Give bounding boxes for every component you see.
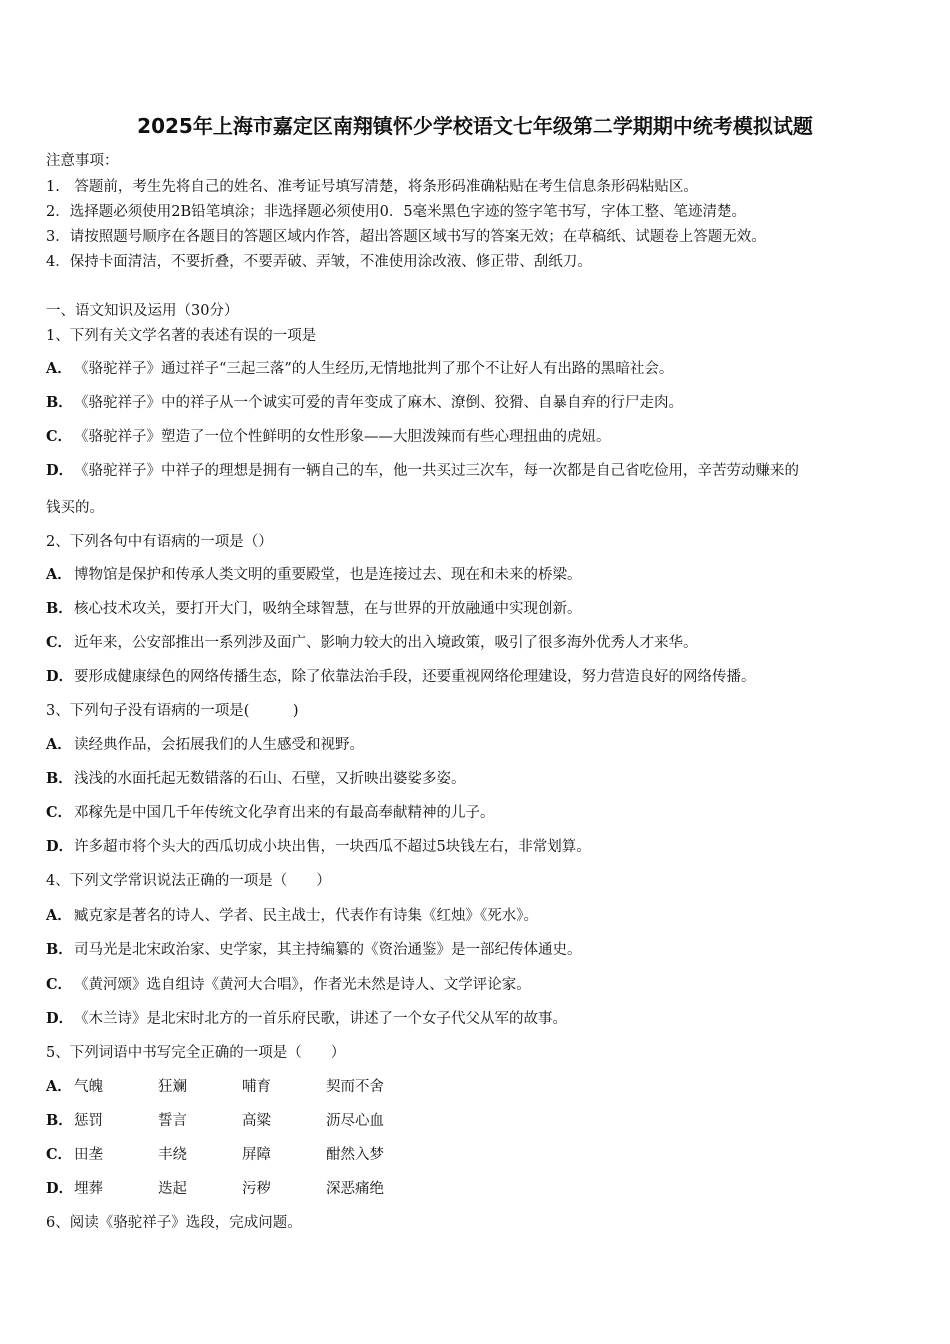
option-text: 《木兰诗》是北宋时北方的一首乐府民歌，讲述了一个女子代父从军的故事。	[74, 1011, 567, 1027]
option-text: 司马光是北宋政治家、史学家，其主持编纂的《资治通鉴》是一部纪传体通史。	[74, 942, 582, 958]
question-option	[46, 1077, 384, 1097]
option-text: 《骆驼祥子》通过祥子“三起三落”的人生经历,无情地批判了那个不让好人有出路的黑暗社会。	[74, 361, 674, 377]
question-option	[46, 1145, 384, 1165]
option-label: D．	[46, 668, 74, 685]
page-title: 2025年上海市嘉定区南翔镇怀少学校语文七年级第二学期期中统考模拟试题	[137, 114, 813, 138]
word: 惩罚	[74, 1113, 103, 1129]
option-label: C．	[46, 634, 73, 651]
question-stem: 1、下列有关文学名著的表述有误的一项是	[46, 328, 317, 344]
question-stem: 5、下列词语中书写完全正确的一项是（ ）	[46, 1045, 346, 1061]
option-text: 《骆驼祥子》塑造了一位个性鲜明的女性形象——大胆泼辣而有些心理扭曲的虎妞。	[74, 429, 611, 445]
option-continuation: 钱买的。	[46, 500, 104, 516]
note-item: 2．选择题必须使用2B铅笔填涂；非选择题必须使用0．5毫米黑色字迹的签字笔书写，字体工整、笔迹清楚。	[46, 204, 747, 220]
option-label: A．	[46, 1078, 72, 1095]
option-label: B．	[46, 1112, 73, 1129]
question-option	[46, 940, 582, 960]
word: 迭起	[158, 1181, 187, 1197]
question-option	[46, 906, 538, 926]
option-text: 许多超市将个头大的西瓜切成小块出售，一块西瓜不超过5块钱左右，非常划算。	[74, 839, 591, 855]
question-option	[46, 803, 495, 823]
word: 丰绕	[158, 1147, 187, 1163]
option-text: 读经典作品，会拓展我们的人生感受和视野。	[74, 737, 364, 753]
question-option	[46, 975, 531, 995]
question-option	[46, 769, 466, 789]
option-label: B．	[46, 600, 73, 617]
option-text: 要形成健康绿色的网络传播生态，除了依靠法治手段，还要重视网络伦理建设，努力营造良好的网络传播。	[74, 669, 756, 685]
option-label: A．	[46, 360, 72, 377]
question-option	[46, 633, 698, 653]
question-option	[46, 599, 582, 619]
option-label: A．	[46, 566, 72, 583]
word: 深恶痛绝	[326, 1181, 384, 1197]
option-text: 近年来，公安部推出一系列涉及面广、影响力较大的出入境政策，吸引了很多海外优秀人才来华。	[74, 635, 698, 651]
option-text: 《黄河颂》选自组诗《黄河大合唱》，作者光未然是诗人、文学评论家。	[74, 977, 531, 993]
word: 誓言	[158, 1113, 187, 1129]
option-label: B．	[46, 941, 73, 958]
question-option	[46, 1179, 384, 1199]
word: 高粱	[242, 1113, 271, 1129]
option-label: C．	[46, 804, 73, 821]
option-label: D．	[46, 1010, 74, 1027]
question-option	[46, 565, 582, 585]
option-label: A．	[46, 907, 72, 924]
note-item: 4．保持卡面清洁，不要折叠，不要弄破、弄皱，不准使用涂改液、修正带、刮纸刀。	[46, 254, 592, 270]
section-heading: 一、语文知识及运用（30分）	[46, 303, 239, 319]
word: 田垄	[74, 1147, 103, 1163]
word: 气魄	[74, 1079, 103, 1095]
question-stem: 6、阅读《骆驼祥子》选段，完成问题。	[46, 1215, 302, 1231]
notes-heading: 注意事项：	[46, 153, 119, 169]
word: 狂斓	[158, 1079, 187, 1095]
word: 契而不舍	[326, 1079, 384, 1095]
word: 污秽	[242, 1181, 271, 1197]
question-option	[46, 667, 756, 687]
option-label: D．	[46, 1180, 74, 1197]
option-label: D．	[46, 838, 74, 855]
question-option	[46, 735, 364, 755]
word: 沥尽心血	[326, 1113, 384, 1129]
option-label: B．	[46, 394, 73, 411]
question-option	[46, 393, 683, 413]
question-option	[46, 359, 673, 379]
question-option	[46, 837, 591, 857]
question-option	[46, 1009, 567, 1029]
question-stem: 4、下列文学常识说法正确的一项是（ ）	[46, 873, 331, 889]
question-option	[46, 461, 799, 481]
word: 哺育	[242, 1079, 271, 1095]
option-label: D．	[46, 462, 74, 479]
option-text: 浅浅的水面托起无数错落的石山、石壁，又折映出婆娑多姿。	[74, 771, 466, 787]
option-text: 《骆驼祥子》中祥子的理想是拥有一辆自己的车，他一共买过三次车，每一次都是自己省吃俭用，辛苦劳动赚来的	[74, 463, 799, 479]
word: 酣然入梦	[326, 1147, 384, 1163]
option-text: 博物馆是保护和传承人类文明的重要殿堂，也是连接过去、现在和未来的桥梁。	[74, 567, 582, 583]
question-option	[46, 427, 611, 447]
option-text: 《骆驼祥子》中的祥子从一个诚实可爱的青年变成了麻木、潦倒、狡猾、自暴自弃的行尸走肉。	[74, 395, 683, 411]
option-text: 臧克家是著名的诗人、学者、民主战士，代表作有诗集《红烛》《死水》。	[74, 908, 538, 924]
word: 屏障	[242, 1147, 271, 1163]
note-item: 3．请按照题号顺序在各题目的答题区域内作答，超出答题区域书写的答案无效；在草稿纸、试题卷上答题无效。	[46, 229, 766, 245]
question-option	[46, 1111, 384, 1131]
question-stem: 3、下列句子没有语病的一项是( )	[46, 703, 299, 719]
question-stem: 2、下列各句中有语病的一项是（）	[46, 534, 273, 550]
option-label: C．	[46, 428, 73, 445]
option-text: 核心技术攻关，要打开大门，吸纳全球智慧，在与世界的开放融通中实现创新。	[74, 601, 582, 617]
option-label: C．	[46, 976, 73, 993]
word: 埋葬	[74, 1181, 103, 1197]
option-label: B．	[46, 770, 73, 787]
option-label: C．	[46, 1146, 73, 1163]
option-text: 邓稼先是中国几千年传统文化孕育出来的有最高奉献精神的儿子。	[74, 805, 495, 821]
note-item: 1. 答题前，考生先将自己的姓名、准考证号填写清楚，将条形码准确粘贴在考生信息条形码粘贴区。	[46, 179, 698, 195]
option-label: A．	[46, 736, 72, 753]
